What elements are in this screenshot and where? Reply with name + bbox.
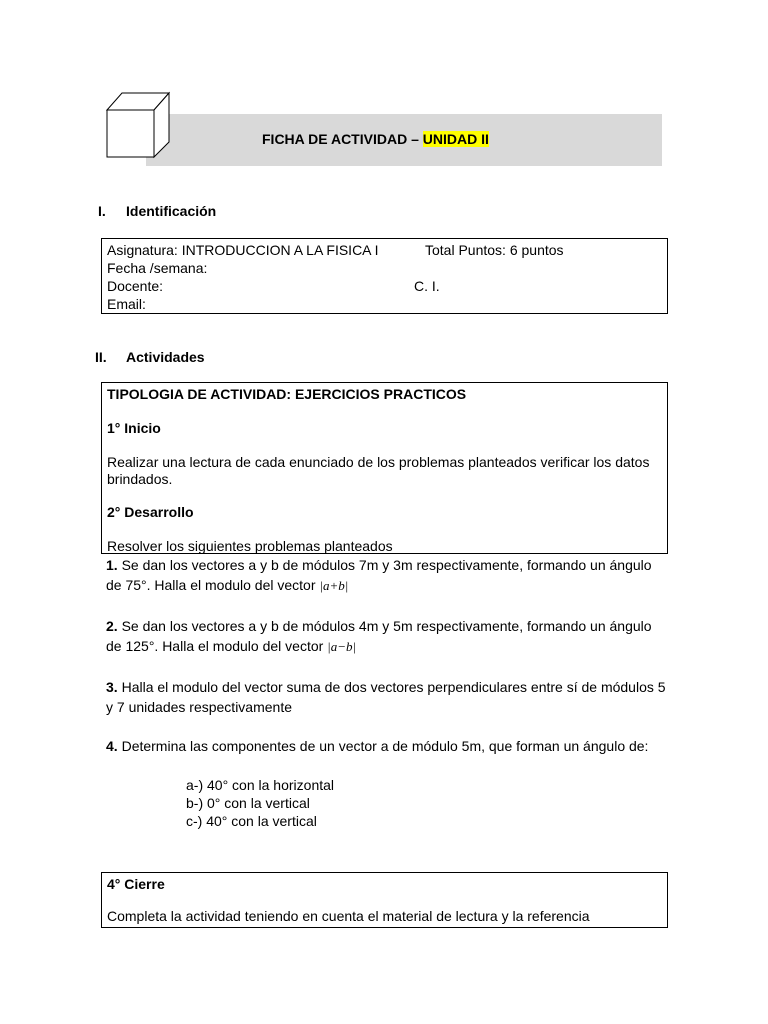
tipologia-title: TIPOLOGIA DE ACTIVIDAD: EJERCICIOS PRACTICOS [107,386,467,402]
closing-title: 4° Cierre [107,876,165,892]
closing-box [101,872,668,928]
inicio-text: Realizar una lectura de cada enunciado de los problemas planteados verificar los datos brindados. [107,454,650,487]
section-number: II. [95,349,107,365]
sub-item: c-) 40° con la vertical [186,813,317,829]
activities-box [101,382,668,554]
problem-number: 2. [106,618,118,634]
ident-row-docente [107,277,667,295]
section-number: I. [98,203,106,219]
email-label: Email: [107,296,146,312]
sub-item-list [186,776,334,830]
problem-number: 4. [106,738,118,754]
problem-1 [106,555,666,596]
sub-item: a-) 40° con la horizontal [186,777,335,793]
section-activities-heading [95,349,205,365]
section-title: Identificación [126,203,217,219]
problem-2 [106,616,666,657]
ident-row-email [107,295,667,313]
sub-item: b-) 0° con la vertical [186,795,310,811]
problem-number: 3. [106,679,118,695]
problem-3 [106,677,666,717]
problem-text: Determina las componentes de un vector a de módulo 5m, que forman un ángulo de: [117,738,649,754]
problem-4 [106,736,666,756]
problem-text: Se dan los vectores a y b de módulos 4m y 5m respectivamente, formando un ángulo de 125°. Halla el modulo del vector [106,618,652,654]
docente-label: Docente: [107,278,164,294]
section-identification-heading [98,203,216,219]
problem-text: Halla el modulo del vector suma de dos vectores perpendiculares entre sí de módulos 5 y 7 unidades respectivamente [106,679,666,715]
fecha-label: Fecha /semana: [107,260,208,276]
ident-row-asignatura [107,241,667,259]
desarrollo-text: Resolver los siguientes problemas planteados [107,538,393,554]
ci-label: C. I. [414,278,440,294]
closing-text: Completa la actividad teniendo en cuenta el material de lectura y la referencia [107,908,590,924]
problem-number: 1. [106,557,118,573]
section-title: Actividades [126,349,205,365]
identification-box [101,238,668,314]
vector-expression: |a−b| [327,639,357,654]
inicio-title: 1° Inicio [107,420,161,436]
vector-expression: |a+b| [319,578,349,593]
ident-row-fecha [107,259,667,277]
title-highlight: UNIDAD II [422,131,489,147]
problem-text: Se dan los vectores a y b de módulos 7m y 3m respectivamente, formando un ángulo de 75°. Halla el modulo del vector [106,557,652,593]
desarrollo-title: 2° Desarrollo [107,504,194,520]
total-puntos-label: Total Puntos: 6 puntos [425,242,564,258]
cube-icon [104,90,172,160]
page-title [262,131,489,147]
title-prefix: FICHA DE ACTIVIDAD – [262,131,423,147]
asignatura-label: Asignatura: INTRODUCCION A LA FISICA I [107,242,379,258]
